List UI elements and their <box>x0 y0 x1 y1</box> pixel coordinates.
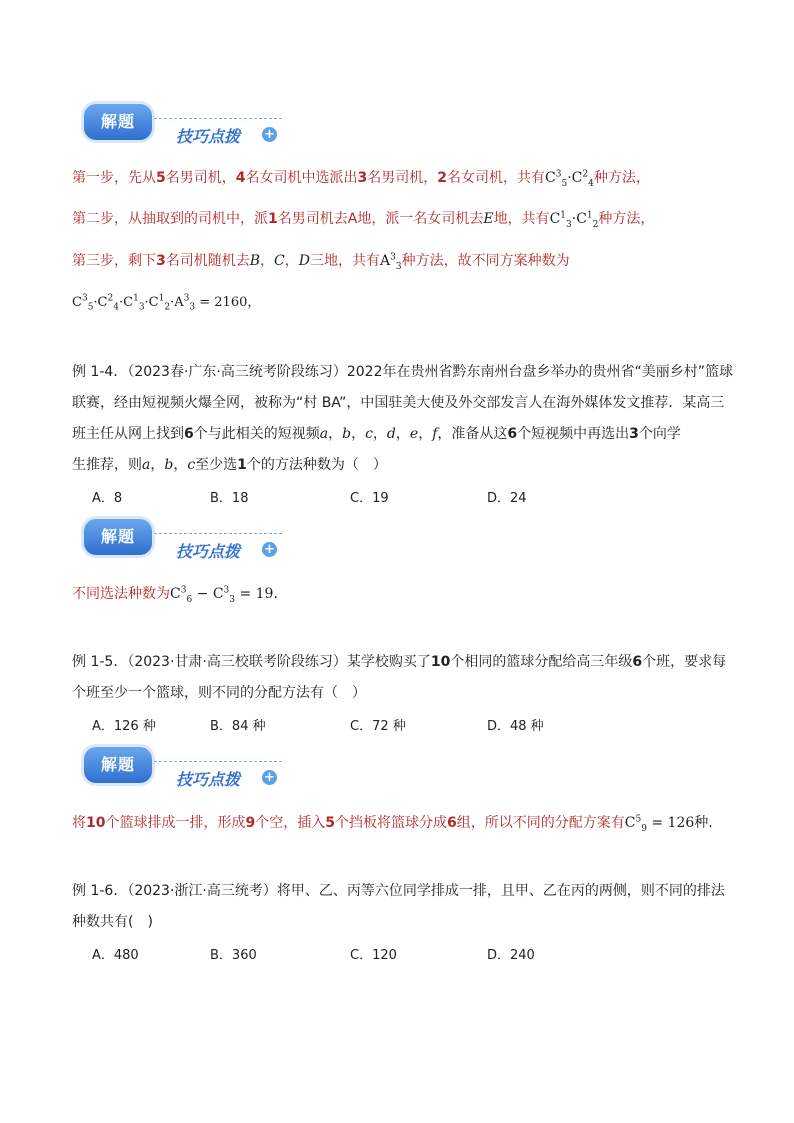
tip-badge <box>76 104 286 148</box>
option-c[interactable]: C．72 种 <box>350 719 406 734</box>
tip-badge <box>76 747 286 791</box>
solution-step-1: 第一步，先从5名男司机，4名女司机中选派出3名男司机，2名女司机，共有$C^3_5\cdot C^2_4$种方法， <box>72 169 650 189</box>
option-d[interactable]: D．24 <box>487 491 527 506</box>
solution-step-2: 第二步，从抽取到的司机中，派1名男司机去A地，派一名女司机去E地，共有$C^1_3\cdot C^1_2$种方法， <box>72 210 655 230</box>
example-1-4-line-3: 班主任从网上找到6个与此相关的短视频a，b，c，d，e，f，准备从这6个短视频中再选出3个向学 <box>72 426 681 442</box>
example-1-6-line-1: 例 1-6．（2023·浙江·高三统考）将甲、乙、丙等六位同学排成一排，且甲、乙在丙的两侧，则不同的排法 <box>72 883 725 899</box>
option-c[interactable]: C．19 <box>350 491 389 506</box>
example-1-4-line-1: 例 1-4．（2023春·广东·高三统考阶段练习）2022年在贵州省黔东南州台盘乡举办的贵州省“美丽乡村”篮球 <box>72 364 733 380</box>
plus-icon: + <box>262 127 277 142</box>
example-1-6-line-2: 种数共有( ) <box>72 914 153 930</box>
example-1-5-answer: 将10个篮球排成一排，形成9个空，插入5个挡板将篮球分成6组，所以不同的分配方案有$C^5_9 = 126$种. <box>72 814 713 834</box>
tip-badge <box>76 519 286 563</box>
option-d[interactable]: D．240 <box>487 948 535 963</box>
example-1-4-line-2: 联赛，经由短视频火爆全网，被称为“村 BA”，中国驻美大使及外交部发言人在海外媒体发文推荐．某高三 <box>72 395 725 411</box>
option-b[interactable]: B．360 <box>210 948 257 963</box>
option-a[interactable]: A．480 <box>92 948 139 963</box>
badge-title: 解题 <box>84 104 152 140</box>
badge-title: 解题 <box>84 747 152 783</box>
badge-subtitle: 技巧点拨 <box>176 542 241 561</box>
option-c[interactable]: C．120 <box>350 948 397 963</box>
example-1-5-line-2: 个班至少一个篮球，则不同的分配方法有（ ） <box>72 685 366 701</box>
solution-step-3: 第三步，剩下3名司机随机去B，C，D三地，共有$A^3_3$种方法，故不同方案种数为 <box>72 252 570 272</box>
badge-divider <box>154 761 282 762</box>
plus-icon: + <box>262 542 277 557</box>
option-b[interactable]: B．84 种 <box>210 719 266 734</box>
example-1-4-answer: 不同选法种数为$C^3_6 - C^3_3 = 19$． <box>72 585 288 605</box>
example-1-4-line-4: 生推荐，则a，b，c至少选1个的方法种数为（ ） <box>72 457 387 473</box>
badge-divider <box>154 118 282 119</box>
badge-subtitle: 技巧点拨 <box>176 770 241 789</box>
example-1-5-line-1: 例 1-5．（2023·甘肃·高三校联考阶段练习）某学校购买了10个相同的篮球分配给高三年级6个班，要求每 <box>72 654 727 670</box>
badge-title: 解题 <box>84 519 152 555</box>
badge-subtitle: 技巧点拨 <box>176 127 241 146</box>
option-a[interactable]: A．126 种 <box>92 719 156 734</box>
option-b[interactable]: B．18 <box>210 491 249 506</box>
option-d[interactable]: D．48 种 <box>487 719 544 734</box>
badge-divider <box>154 533 282 534</box>
option-a[interactable]: A．8 <box>92 491 123 506</box>
plus-icon: + <box>262 770 277 785</box>
solution-result: $C^3_5\cdot C^2_4\cdot C^1_3\cdot C^1_2\cdot A^3_3 = 2160$， <box>72 293 261 313</box>
